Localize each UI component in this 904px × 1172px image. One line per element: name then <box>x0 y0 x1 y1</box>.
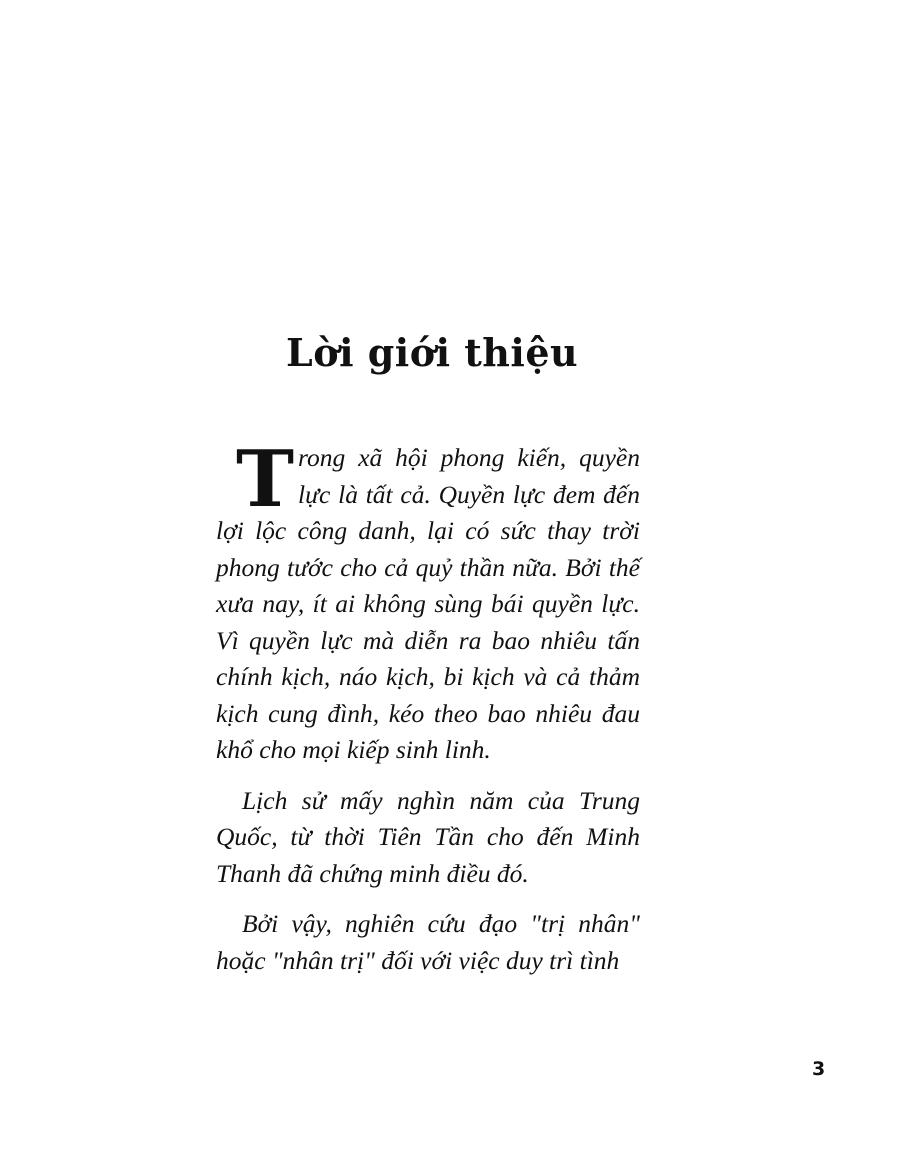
paragraph-1-text: rong xã hội phong kiến, quyền lực là tất cả. Quyền lực đem đến lợi lộc công danh, lại có sức thay trời phong tước cho cả quỷ thần nữa. Bởi thế xưa nay, ít ai không sùng bái quyền lực. Vì quyền lực mà diễn ra bao nhiêu tấn chính kịch, náo kịch, bi kịch và cả thảm kịch cung đình, kéo theo bao nhiêu đau khổ cho mọi kiếp sinh linh. <box>216 443 640 764</box>
paragraph-1 <box>216 434 640 769</box>
page-number: 3 <box>812 1058 826 1080</box>
paragraph-3: Bởi vậy, nghiên cứu đạo "trị nhân" hoặc "nhân trị" đối với việc duy trì tình <box>216 909 640 975</box>
page-title: Lời giới thiệu <box>286 330 579 375</box>
drop-cap: T <box>236 434 295 525</box>
paragraph-2: Lịch sử mấy nghìn năm của Trung Quốc, từ thời Tiên Tần cho đến Minh Thanh đã chứng minh điều đó. <box>216 785 640 888</box>
body-text <box>216 434 640 993</box>
